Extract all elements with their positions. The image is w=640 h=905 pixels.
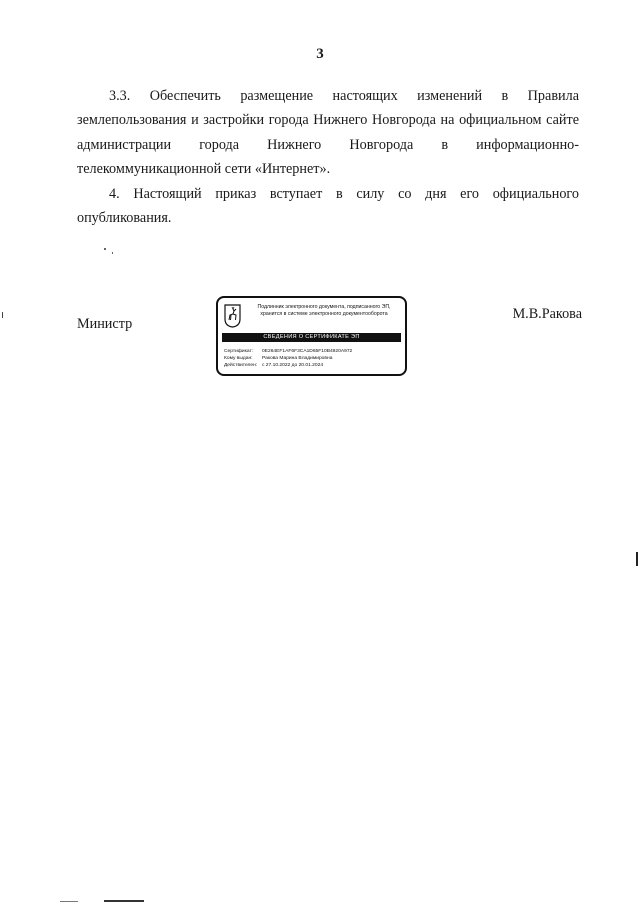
stamp-header: Подлинник электронного документа, подписанного ЭП, хранится в системе электронного документооборота [257,304,391,317]
page-number: 3 [316,46,324,62]
stamp-title: СВЕДЕНИЯ О СЕРТИФИКАТЕ ЭП [222,333,401,342]
signature-block [77,296,582,380]
signer-name: М.В.Ракова [512,306,582,322]
scan-speck [112,252,113,254]
stamp-issued-to-row: Кому выдан: Ракова Марина Владимировна [224,356,333,361]
stamp-valid-row: Действителен: с 27.10.2022 до 20.01.2024 [224,363,324,368]
scan-edge-mark [636,552,638,566]
scan-speck [104,248,106,250]
paragraph-3-3: 3.3. Обеспечить размещение настоящих изменений в Правила землепользования и застройки города Нижнего Новгорода на официальном сайте администрации города Нижнего Новгорода в информационно-телекоммуникационной сети «Интернет». [77,88,579,178]
deer-emblem-icon [224,304,241,328]
stamp-certificate-row: Сертификат: 0E264EF1AF6F3CA1D65F10B4920A972 [224,349,353,354]
stamp-details [224,348,352,369]
paragraph-4: 4. Настоящий приказ вступает в силу со дня его официального опубликования. [77,186,579,227]
signer-role: Министр [77,316,133,332]
scan-edge-mark [60,901,78,902]
scan-edge-mark [2,312,3,318]
electronic-signature-stamp [216,296,407,376]
scan-edge-mark [104,900,144,902]
